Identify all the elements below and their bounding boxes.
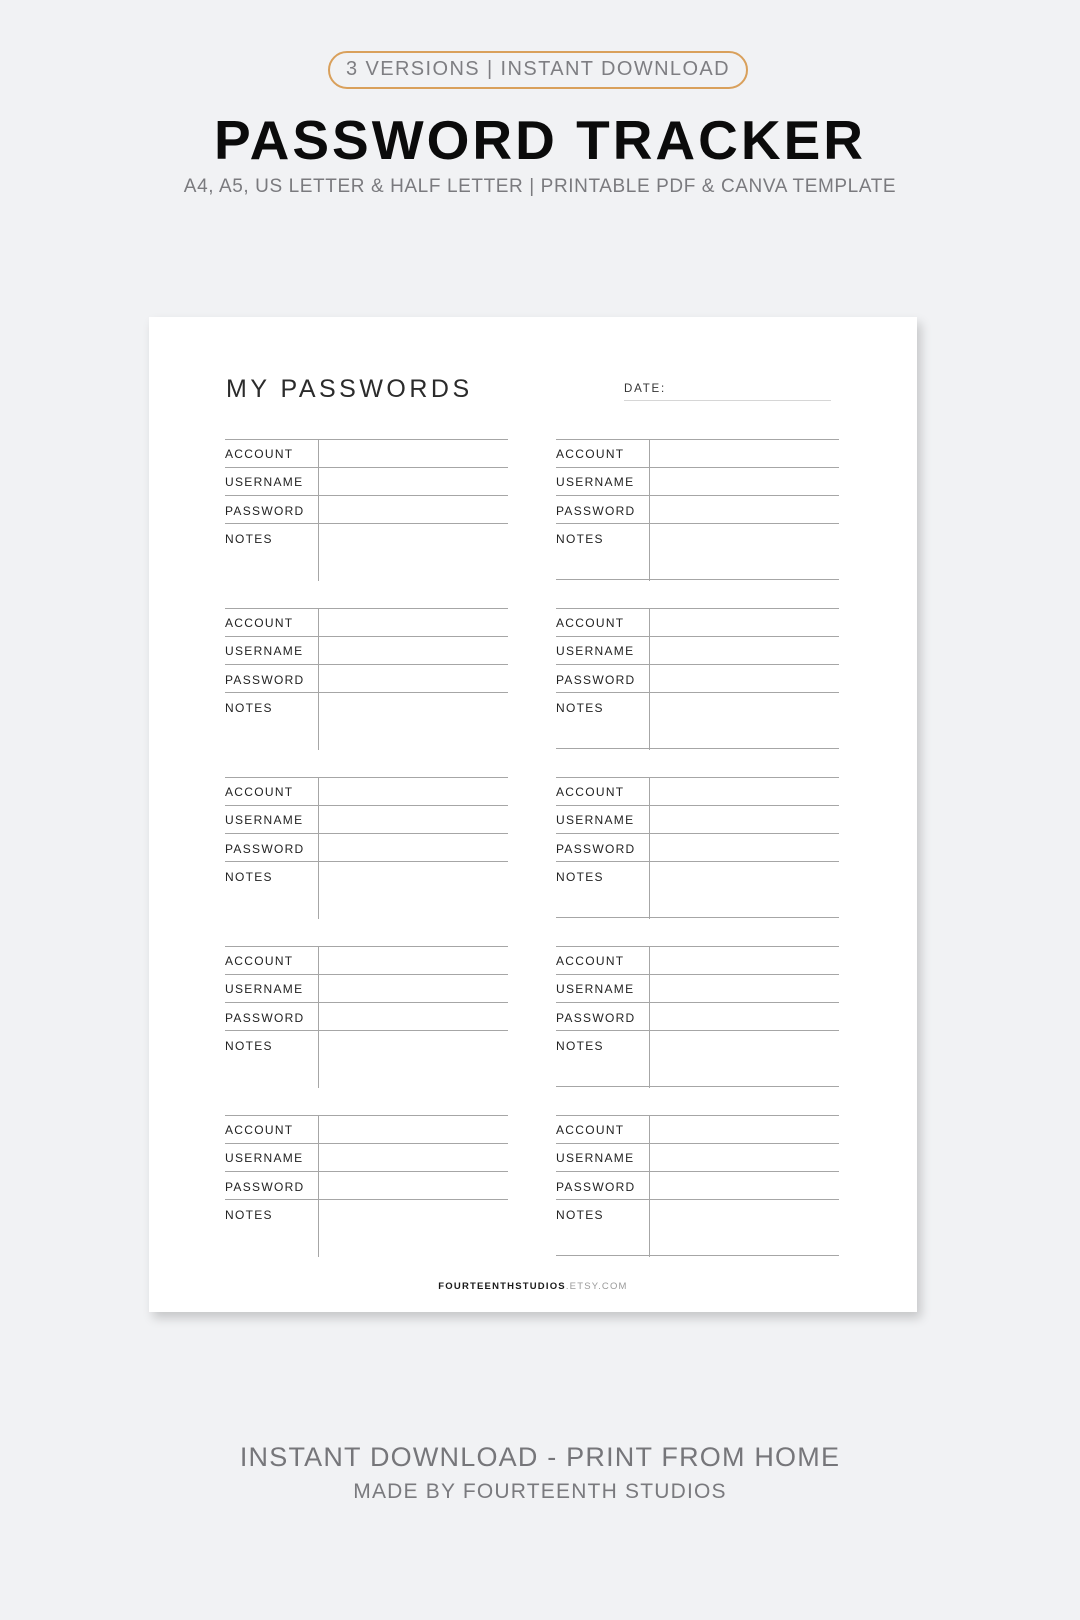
field-label-notes: NOTES xyxy=(556,1208,604,1222)
field-label-password: PASSWORD xyxy=(225,842,305,856)
password-entry-block xyxy=(225,946,508,1088)
rule-line xyxy=(225,1030,508,1031)
field-label-username: USERNAME xyxy=(225,813,304,827)
printable-sheet-preview xyxy=(149,317,917,1312)
rule-line xyxy=(556,664,839,665)
password-entry-block xyxy=(225,777,508,919)
field-label-account: ACCOUNT xyxy=(556,954,625,968)
field-label-username: USERNAME xyxy=(556,475,635,489)
column-divider xyxy=(649,439,650,581)
rule-line xyxy=(556,579,839,580)
rule-line xyxy=(556,1255,839,1256)
rule-line xyxy=(556,439,839,440)
field-label-account: ACCOUNT xyxy=(556,616,625,630)
field-label-account: ACCOUNT xyxy=(225,616,294,630)
rule-line xyxy=(556,748,839,749)
page-title: PASSWORD TRACKER xyxy=(214,109,866,171)
field-label-username: USERNAME xyxy=(556,644,635,658)
field-label-notes: NOTES xyxy=(556,701,604,715)
rule-line xyxy=(225,495,508,496)
rule-line xyxy=(225,1199,508,1200)
column-divider xyxy=(649,1115,650,1257)
rule-line xyxy=(225,833,508,834)
rule-line xyxy=(225,946,508,947)
date-label: DATE: xyxy=(624,383,667,395)
password-entry-block xyxy=(225,608,508,750)
column-divider xyxy=(318,1115,319,1257)
rule-line xyxy=(225,861,508,862)
field-label-username: USERNAME xyxy=(556,813,635,827)
rule-line xyxy=(556,974,839,975)
rule-line xyxy=(225,1002,508,1003)
footer-tagline: INSTANT DOWNLOAD - PRINT FROM HOME xyxy=(239,1442,841,1472)
password-entry-block xyxy=(556,608,839,750)
password-entry-block xyxy=(225,439,508,581)
password-entry-block xyxy=(556,946,839,1088)
versions-badge: 3 VERSIONS | INSTANT DOWNLOAD xyxy=(328,51,748,89)
column-divider xyxy=(318,439,319,581)
field-label-notes: NOTES xyxy=(225,1039,273,1053)
field-label-password: PASSWORD xyxy=(556,673,636,687)
field-label-username: USERNAME xyxy=(556,982,635,996)
rule-line xyxy=(225,664,508,665)
rule-line xyxy=(225,523,508,524)
field-label-account: ACCOUNT xyxy=(225,447,294,461)
field-label-account: ACCOUNT xyxy=(225,954,294,968)
rule-line xyxy=(225,636,508,637)
password-entry-block xyxy=(556,777,839,919)
rule-line xyxy=(556,805,839,806)
field-label-username: USERNAME xyxy=(225,475,304,489)
rule-line xyxy=(225,1143,508,1144)
website-domain: .ETSY.COM xyxy=(565,1281,628,1292)
rule-line xyxy=(556,1199,839,1200)
rule-line xyxy=(556,1171,839,1172)
field-label-username: USERNAME xyxy=(225,982,304,996)
field-label-notes: NOTES xyxy=(556,532,604,546)
field-label-password: PASSWORD xyxy=(225,1180,305,1194)
rule-line xyxy=(556,1002,839,1003)
date-line xyxy=(624,400,831,401)
field-label-password: PASSWORD xyxy=(225,504,305,518)
rule-line xyxy=(225,974,508,975)
rule-line xyxy=(556,946,839,947)
field-label-notes: NOTES xyxy=(556,1039,604,1053)
rule-line xyxy=(225,467,508,468)
rule-line xyxy=(556,523,839,524)
rule-line xyxy=(556,1030,839,1031)
rule-line xyxy=(225,777,508,778)
field-label-notes: NOTES xyxy=(225,1208,273,1222)
rule-line xyxy=(556,1086,839,1087)
column-divider xyxy=(649,777,650,919)
password-entry-block xyxy=(556,439,839,581)
field-label-account: ACCOUNT xyxy=(225,785,294,799)
password-entry-block xyxy=(556,1115,839,1257)
column-divider xyxy=(318,777,319,919)
field-label-password: PASSWORD xyxy=(556,842,636,856)
field-label-password: PASSWORD xyxy=(225,673,305,687)
field-label-account: ACCOUNT xyxy=(556,785,625,799)
rule-line xyxy=(556,917,839,918)
field-label-username: USERNAME xyxy=(225,1151,304,1165)
rule-line xyxy=(556,1115,839,1116)
column-divider xyxy=(318,946,319,1088)
field-label-notes: NOTES xyxy=(556,870,604,884)
field-label-password: PASSWORD xyxy=(556,1011,636,1025)
password-entry-block xyxy=(225,1115,508,1257)
field-label-notes: NOTES xyxy=(225,532,273,546)
rule-line xyxy=(225,1171,508,1172)
rule-line xyxy=(225,692,508,693)
column-divider xyxy=(649,608,650,750)
field-label-password: PASSWORD xyxy=(225,1011,305,1025)
rule-line xyxy=(556,495,839,496)
page-subtitle: A4, A5, US LETTER & HALF LETTER | PRINTABLE PDF & CANVA TEMPLATE xyxy=(183,176,897,197)
field-label-password: PASSWORD xyxy=(556,504,636,518)
column-divider xyxy=(318,608,319,750)
field-label-account: ACCOUNT xyxy=(556,1123,625,1137)
field-label-account: ACCOUNT xyxy=(556,447,625,461)
sheet-footer-website xyxy=(149,1281,917,1292)
rule-line xyxy=(556,636,839,637)
rule-line xyxy=(225,805,508,806)
field-label-username: USERNAME xyxy=(556,1151,635,1165)
rule-line xyxy=(225,1115,508,1116)
column-divider xyxy=(649,946,650,1088)
field-label-notes: NOTES xyxy=(225,701,273,715)
field-label-username: USERNAME xyxy=(225,644,304,658)
rule-line xyxy=(225,439,508,440)
footer-credit: MADE BY FOURTEENTH STUDIOS xyxy=(353,1480,727,1503)
rule-line xyxy=(556,692,839,693)
rule-line xyxy=(225,608,508,609)
rule-line xyxy=(556,1143,839,1144)
rule-line xyxy=(556,861,839,862)
rule-line xyxy=(556,777,839,778)
rule-line xyxy=(556,608,839,609)
field-label-account: ACCOUNT xyxy=(225,1123,294,1137)
field-label-notes: NOTES xyxy=(225,870,273,884)
website-name: FOURTEENTHSTUDIOS xyxy=(438,1281,566,1292)
rule-line xyxy=(556,467,839,468)
field-label-password: PASSWORD xyxy=(556,1180,636,1194)
sheet-title: MY PASSWORDS xyxy=(226,375,473,403)
rule-line xyxy=(556,833,839,834)
